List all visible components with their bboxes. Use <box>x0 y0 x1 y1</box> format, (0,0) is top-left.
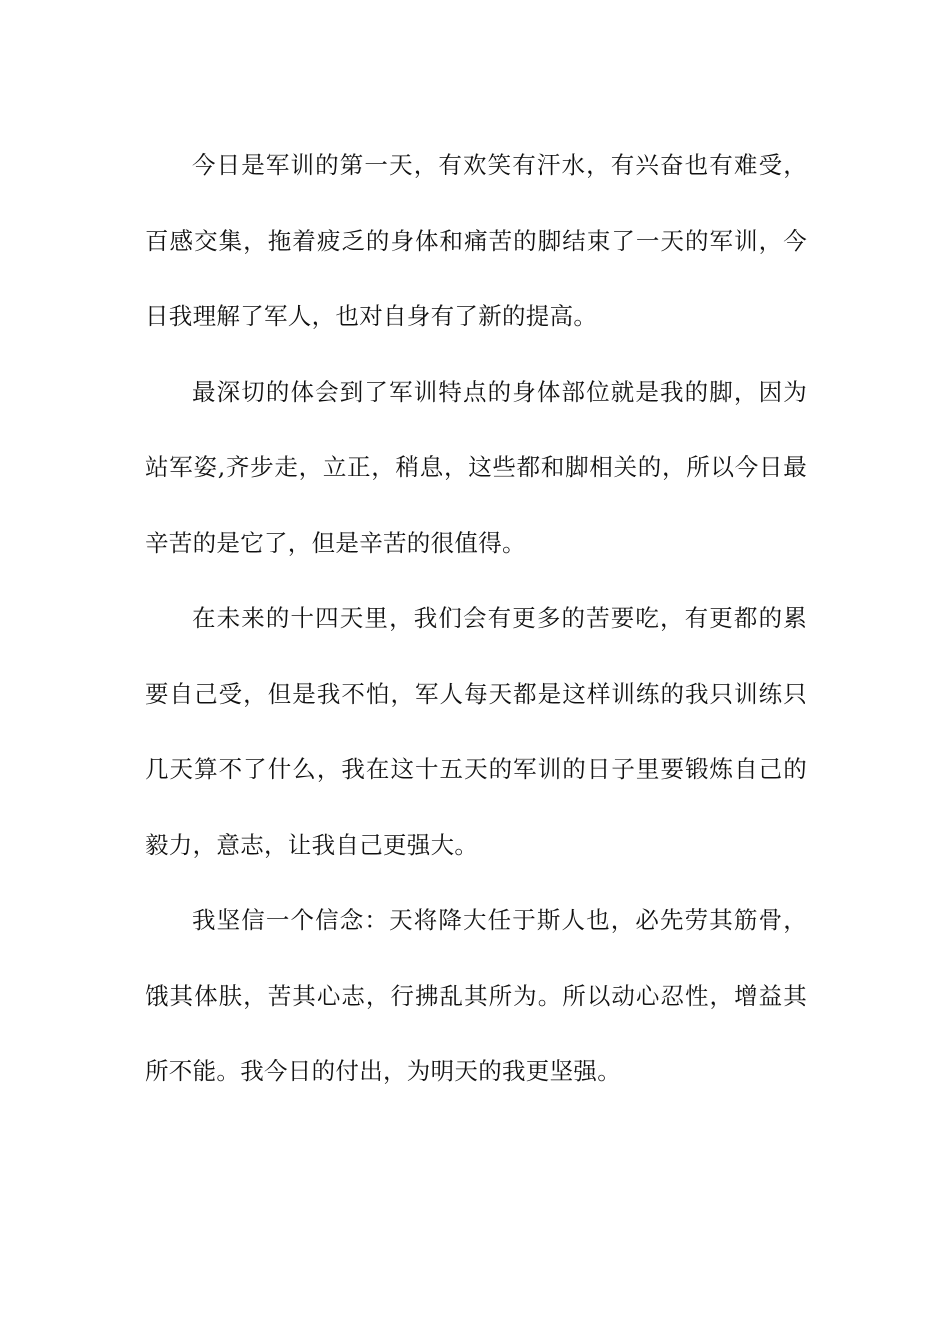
paragraph-3: 在未来的十四天里，我们会有更多的苦要吃，有更都的累要自己受，但是我不怕，军人每天都是这样训练的我只训练只几天算不了什么，我在这十五天的军训的日子里要锻炼自己的毅力，意志，让我自己更强大。 <box>145 604 807 859</box>
paragraph-1: 今日是军训的第一天，有欢笑有汗水，有兴奋也有难受，百感交集，拖着疲乏的身体和痛苦的脚结束了一天的军训，今日我理解了军人，也对自身有了新的提高。 <box>145 151 807 330</box>
document-body <box>145 128 807 1110</box>
paragraph-4: 我坚信一个信念：天将降大任于斯人也，必先劳其筋骨，饿其体肤，苦其心志，行拂乱其所为。所以动心忍性，增益其所不能。我今日的付出，为明天的我更坚强。 <box>145 906 807 1085</box>
paragraph-2: 最深切的体会到了军训特点的身体部位就是我的脚，因为站军姿,齐步走，立正，稍息，这些都和脚相关的，所以今日最辛苦的是它了，但是辛苦的很值得。 <box>145 377 807 557</box>
